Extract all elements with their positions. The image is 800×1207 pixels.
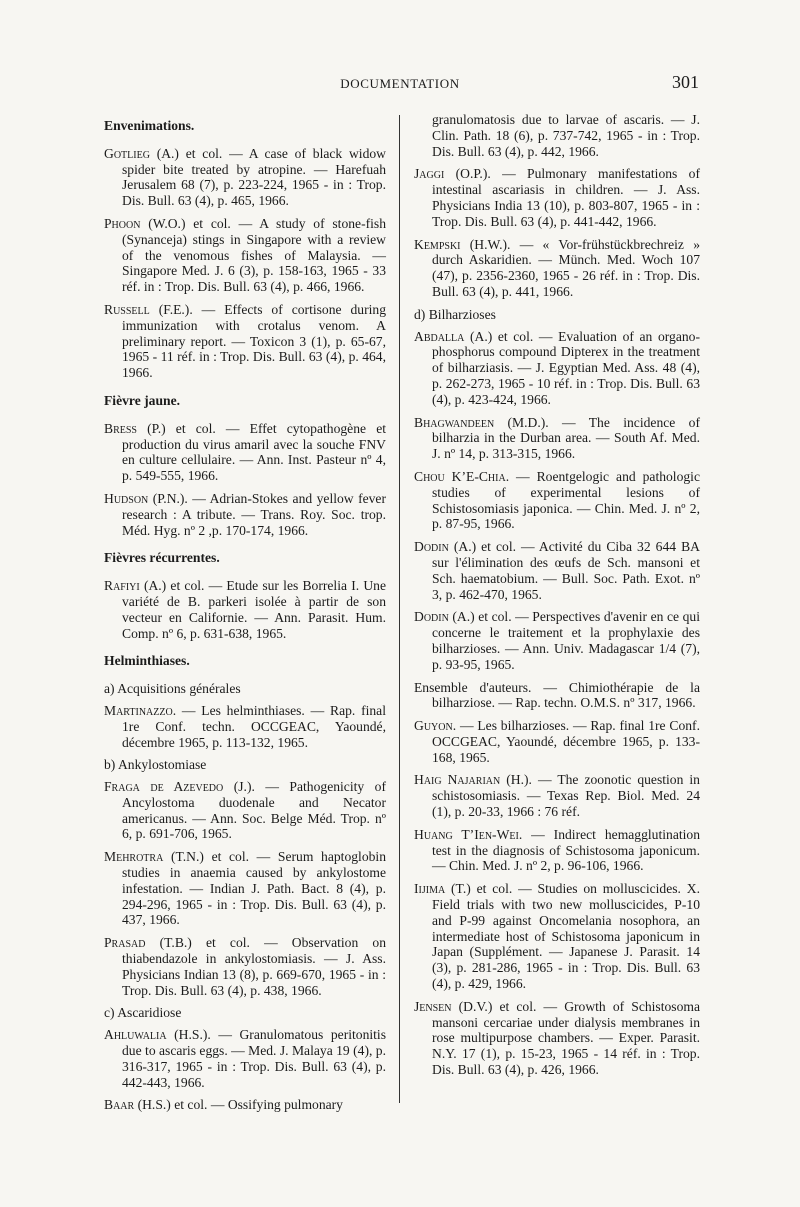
entry-text: (A.) et col. — A case of black widow spider bite treated by atropine. — Harefuah Jerusalem 68 (7), p. 223-224, 1965 - in : Trop. Dis. Bull. 63 (4), p. 465, 1966.: [122, 145, 386, 209]
subsection-ankylostomiase: b) Ankylostomiase: [104, 757, 207, 773]
section-title-fievres-recurrentes: Fièvres récurrentes.: [104, 550, 220, 566]
bibliography-entry: [104, 703, 386, 750]
bibliography-entry: [414, 539, 700, 602]
bibliography-entry: [414, 881, 700, 992]
entry-author: Baar: [104, 1097, 135, 1113]
entry-author: Haig Najarian: [414, 772, 501, 788]
entry-author: Kempski: [414, 236, 461, 252]
entry-text: (A.) et col. — Activité du Ciba 32 644 BA sur l'élimination des œufs de Sch. mansoni et Sch. haematobium. — Bull. Soc. Path. Exot. nº 3, p. 462-470, 1965.: [432, 539, 700, 602]
bibliography-entry: [104, 216, 386, 295]
entry-author: Iijima: [414, 881, 446, 897]
entry-author: Rafiyi: [104, 578, 140, 594]
entry-author: Gotlieg: [104, 145, 150, 161]
entry-text: (D.V.) et col. — Growth of Schistosoma mansoni cercariae under dialysis membranes in rose multipurpose chambers. — Exper. Parasit. N.Y. 17 (1), p. 15-23, 1965 - 14 réf. in : Trop. Dis. Bull. 63 (4), p. 426, 1966.: [432, 998, 700, 1078]
entry-author: Chou K’E-Chia: [414, 468, 506, 484]
bibliography-entry: [104, 779, 386, 842]
entry-text: (O.P.). — Pulmonary manifestations of intestinal ascariasis in children. — J. Ass. Physicians India 13 (10), p. 803-807, 1965 - in : Trop. Dis. Bull. 63 (4), p. 441-442, 1966.: [432, 166, 700, 229]
bibliography-entry: [104, 302, 386, 381]
bibliography-entry: [414, 718, 700, 765]
entry-author: Bhagwandeen: [414, 414, 495, 430]
entry-author: Hudson: [104, 490, 149, 506]
entry-author: Martinazzo: [104, 702, 173, 718]
left-column: [104, 112, 386, 1120]
bibliography-entry: [414, 415, 700, 462]
page-header: [0, 74, 800, 96]
entry-text: (H.). — The zoonotic question in schistosomiasis. — Texas Rep. Biol. Med. 24 (1), p. 20-33, 1966 : 76 réf.: [432, 772, 700, 820]
bibliography-entry: [104, 935, 386, 998]
bibliography-entry: [414, 609, 700, 672]
entry-text: (A.) et col. — Perspectives d'avenir en ce qui concerne le traitement et la prophylaxie des bilharzioses. — Ann. Univ. Madagascar 1/4 (7), p. 93-95, 1965.: [432, 609, 700, 672]
entry-text: (A.) et col. — Etude sur les Borrelia I. Une variété de B. parkeri isolée à partir de son vecteur en Californie. — Ann. Parasit. Hum. Comp. nº 6, p. 631-638, 1965.: [122, 578, 386, 641]
entry-text: (H.W.). — « Vor-frühstückbrechreiz » durch Askaridien. — Münch. Med. Woch 107 (47), p. 2356-2360, 1965 - 26 réf. in : Trop. Dis. Bull. 63 (4), p. 441, 1966.: [432, 236, 700, 299]
entry-author: Dodin: [414, 539, 449, 555]
entry-author: Prasad: [104, 935, 146, 951]
bibliography-entry: [414, 827, 700, 874]
section-title-fievre-jaune: Fièvre jaune.: [104, 392, 181, 408]
right-column: [414, 112, 700, 1085]
bibliography-entry: [104, 849, 386, 928]
entry-text: (J.). — Pathogenicity of Ancylostoma duodenale and Necator americanus. — Ann. Soc. Belge Méd. Trop. nº 6, p. 691-706, 1965.: [122, 779, 386, 842]
bibliography-entry: [104, 1027, 386, 1090]
bibliography-entry: [414, 680, 700, 712]
entry-text: (P.N.). — Adrian-Stokes and yellow fever research : A tribute. — Trans. Roy. Soc. trop. Méd. Hyg. nº 2 ,p. 170-174, 1966.: [122, 490, 386, 538]
bibliography-entry: [104, 146, 386, 209]
column-divider: [399, 115, 400, 1103]
entry-text: . — Les helminthiases. — Rap. final 1re Conf. techn. OCCGEAC, Yaoundé, décembre 1965, p. 113-132, 1965.: [122, 702, 386, 750]
page-number: 301: [672, 72, 699, 92]
bibliography-entry: [414, 166, 700, 229]
entry-text: (M.D.). — The incidence of bilharzia in the Durban area. — South Af. Med. J. nº 14, p. 313-315, 1966.: [432, 414, 700, 462]
bibliography-entry: [414, 999, 700, 1078]
bibliography-entry: [104, 491, 386, 538]
entry-author: Fraga de Azevedo: [104, 779, 224, 795]
entry-author: Dodin: [414, 609, 449, 625]
entry-text: . — Roentgelogic and pathologic studies of experimental lesions of Schistosomiasis japonica. — Chin. Med. J. nº 2, p. 87-95, 1966.: [432, 468, 700, 532]
entry-text: (T.) et col. — Studies on molluscicides. X. Field trials with two new molluscicides, P-10 and P-99 against Oncomelania nosophora, an intermediate host of Schistosoma japonicum in Japan (Supplément. — Japanese J. Parasit. 14 (3), p. 281-286, 1965 - in : Trop. Dis. Bull. 63 (4), p. 429, 1966.: [432, 881, 700, 992]
entry-text: (T.B.) et col. — Observation on thiabendazole in ankylostomiasis. — J. Ass. Physicians Indian 13 (8), p. 669-670, 1965 - in : Trop. Dis. Bull. 63 (4), p. 438, 1966.: [122, 935, 386, 998]
entry-text: (H.S.) et col. — Ossifying pulmonary: [134, 1097, 343, 1113]
bibliography-entry-continuation: granulomatosis due to larvae of ascaris. — J. Clin. Path. 18 (6), p. 737-742, 1965 - in : Trop. Dis. Bull. 63 (4), p. 442, 1966.: [432, 112, 700, 159]
entry-text: (A.) et col. — Evaluation of an organo-phosphorus compound Dipterex in the treatment of bilharziasis. — J. Egyptian Med. Ass. 48 (4), p. 262-273, 1965 - 10 réf. in : Trop. Dis. Bull. 63 (4), p. 423-424, 1966.: [432, 328, 700, 407]
bibliography-entry: [414, 469, 700, 532]
entry-text: (P.) et col. — Effet cytopathogène et production du virus amaril avec la souche FNV en culture cellulaire. — Ann. Inst. Pasteur nº 4, p. 549-555, 1966.: [122, 420, 386, 484]
entry-text: . — Les bilharzioses. — Rap. final 1re Conf. OCCGEAC, Yaoundé, décembre 1965, p. 133-168, 1965.: [432, 718, 700, 765]
entry-author: Phoon: [104, 215, 141, 231]
subsection-acquisitions: a) Acquisitions générales: [104, 681, 241, 697]
entry-author: Jensen: [414, 998, 452, 1014]
section-title-envenimations: Envenimations.: [104, 118, 195, 133]
entry-author: Guyon: [414, 718, 453, 734]
running-head: DOCUMENTATION: [340, 76, 460, 91]
entry-author: Abdalla: [414, 328, 465, 344]
bibliography-entry: [414, 329, 700, 408]
entry-text: (W.O.) et col. — A study of stone-fish (Synanceja) stings in Singapore with a review of the venomous fishes of Malaysia. — Singapore Med. J. 6 (3), p. 158-163, 1965 - 33 réf. in : Trop. Dis. Bull. 63 (4), p. 466, 1966.: [122, 215, 386, 295]
subsection-bilharzioses: d) Bilharzioses: [414, 306, 496, 322]
entry-text: . — Indirect hemagglutination test in the diagnosis of Schistosoma japonicum. — Chin. Med. J. nº 2, p. 96-106, 1966.: [432, 826, 700, 874]
bibliography-entry: [414, 772, 700, 819]
entry-author: Bress: [104, 420, 137, 436]
entry-text: (H.S.). — Granulomatous peritonitis due to ascaris eggs. — Med. J. Malaya 19 (4), p. 316-317, 1965 - in : Trop. Dis. Bull. 63 (4), p. 442-443, 1966.: [122, 1027, 386, 1090]
entry-author: Ahluwalia: [104, 1027, 167, 1043]
section-title-helminthiases: Helminthiases.: [104, 653, 190, 669]
bibliography-entry: [104, 578, 386, 641]
entry-author: Russell: [104, 301, 150, 317]
entry-author: Huang T’Ien-Wei: [414, 826, 519, 842]
entry-author: Mehrotra: [104, 849, 164, 865]
entry-text: (F.E.). — Effects of cortisone during immunization with crotalus venom. A preliminary report. — Toxicon 3 (1), p. 65-67, 1965 - 11 réf. in : Trop. Dis. Bull. 63 (4), p. 464, 1966.: [122, 301, 386, 381]
entry-author: Jaggi: [414, 166, 445, 182]
entry-text: (T.N.) et col. — Serum haptoglobin studies in anaemia caused by ankylostome infestation. — Indian J. Path. Bact. 8 (4), p. 294-296, 1965 - in : Trop. Dis. Bull. 63 (4), p. 437, 1966.: [122, 849, 386, 928]
bibliography-entry: [104, 1097, 386, 1113]
entry-text: Ensemble d'auteurs. — Chimiothérapie de la bilharziose. — Rap. techn. O.M.S. nº 317, 1966.: [414, 679, 700, 711]
bibliography-entry: [414, 237, 700, 300]
bibliography-entry: [104, 421, 386, 484]
subsection-ascaridiose: c) Ascaridiose: [104, 1005, 182, 1021]
